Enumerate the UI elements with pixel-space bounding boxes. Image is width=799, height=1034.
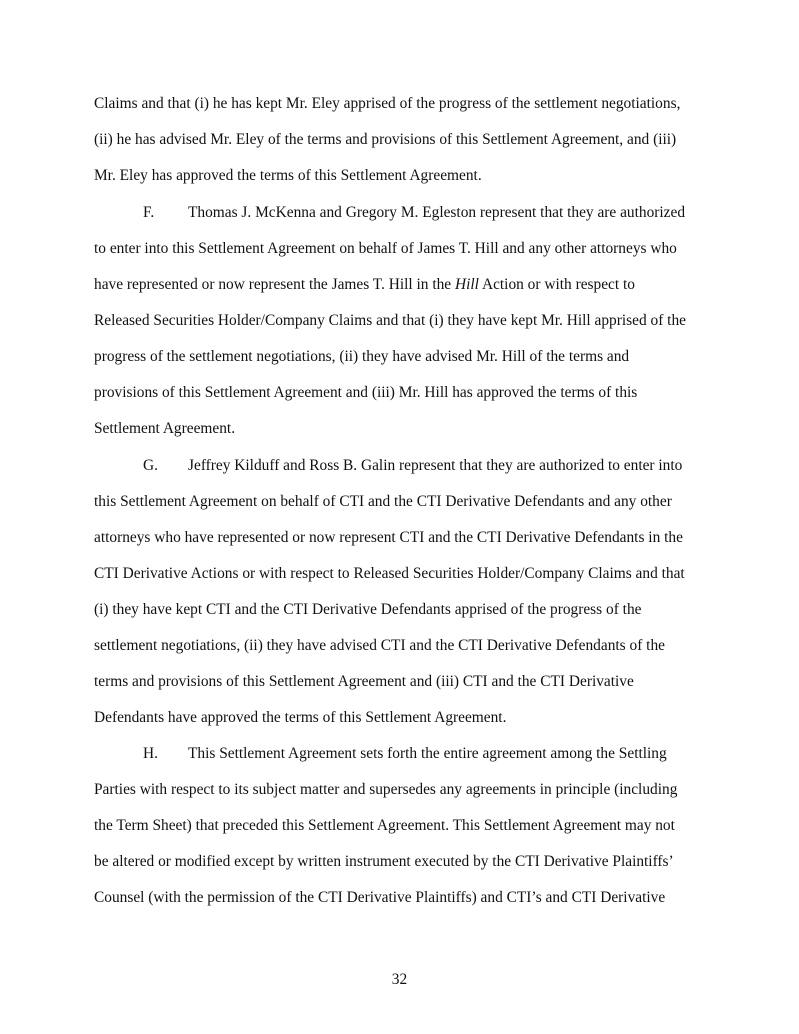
case-name-italic: Hill	[455, 276, 479, 293]
paragraph-marker: F.	[143, 204, 155, 221]
text-line: Defendants have approved the terms of this Settlement Agreement.	[94, 709, 507, 726]
text-line: progress of the settlement negotiations, (ii) they have advised Mr. Hill of the terms and	[94, 348, 630, 365]
text-line: this Settlement Agreement on behalf of CTI and the CTI Derivative Defendants and any other	[94, 493, 672, 510]
text-line: Parties with respect to its subject matter and supersedes any agreements in principle (including	[94, 781, 678, 798]
text-line: Released Securities Holder/Company Claims and that (i) they have kept Mr. Hill apprised of the	[94, 312, 686, 329]
text-line: Claims and that (i) he has kept Mr. Eley apprised of the progress of the settlement negotiations,	[94, 95, 681, 112]
text-line: Counsel (with the permission of the CTI Derivative Plaintiffs) and CTI’s and CTI Derivative	[94, 889, 666, 906]
paragraph-f-first-line	[143, 204, 685, 222]
text-line: (ii) he has advised Mr. Eley of the terms and provisions of this Settlement Agreement, and (iii)	[94, 131, 677, 148]
text-line: be altered or modified except by written instrument executed by the CTI Derivative Plaintiffs’	[94, 853, 674, 870]
paragraph-text: Jeffrey Kilduff and Ross B. Galin represent that they are authorized to enter into	[188, 457, 683, 474]
text-line: settlement negotiations, (ii) they have advised CTI and the CTI Derivative Defendants of the	[94, 637, 665, 654]
page-number: 32	[391, 971, 408, 988]
text-line-with-italic	[94, 276, 635, 294]
text-line: attorneys who have represented or now represent CTI and the CTI Derivative Defendants in the	[94, 529, 683, 546]
paragraph-marker: G.	[143, 457, 158, 474]
text-line: the Term Sheet) that preceded this Settlement Agreement. This Settlement Agreement may not	[94, 817, 675, 834]
text-line: terms and provisions of this Settlement Agreement and (iii) CTI and the CTI Derivative	[94, 673, 634, 690]
paragraph-g-first-line	[143, 457, 682, 475]
text-segment: have represented or now represent the James T. Hill in the	[94, 276, 455, 293]
text-line: to enter into this Settlement Agreement on behalf of James T. Hill and any other attorneys who	[94, 240, 677, 257]
text-line: Settlement Agreement.	[94, 420, 236, 437]
text-line: CTI Derivative Actions or with respect to Released Securities Holder/Company Claims and that	[94, 565, 685, 582]
paragraph-text: This Settlement Agreement sets forth the entire agreement among the Settling	[188, 745, 667, 762]
text-segment: Action or with respect to	[478, 276, 635, 293]
paragraph-h-first-line	[143, 745, 667, 763]
paragraph-marker: H.	[143, 745, 158, 762]
paragraph-text: Thomas J. McKenna and Gregory M. Egleston represent that they are authorized	[188, 204, 686, 221]
text-line: (i) they have kept CTI and the CTI Derivative Defendants apprised of the progress of the	[94, 601, 642, 618]
text-line: provisions of this Settlement Agreement and (iii) Mr. Hill has approved the terms of this	[94, 384, 638, 401]
text-line: Mr. Eley has approved the terms of this Settlement Agreement.	[94, 167, 482, 184]
